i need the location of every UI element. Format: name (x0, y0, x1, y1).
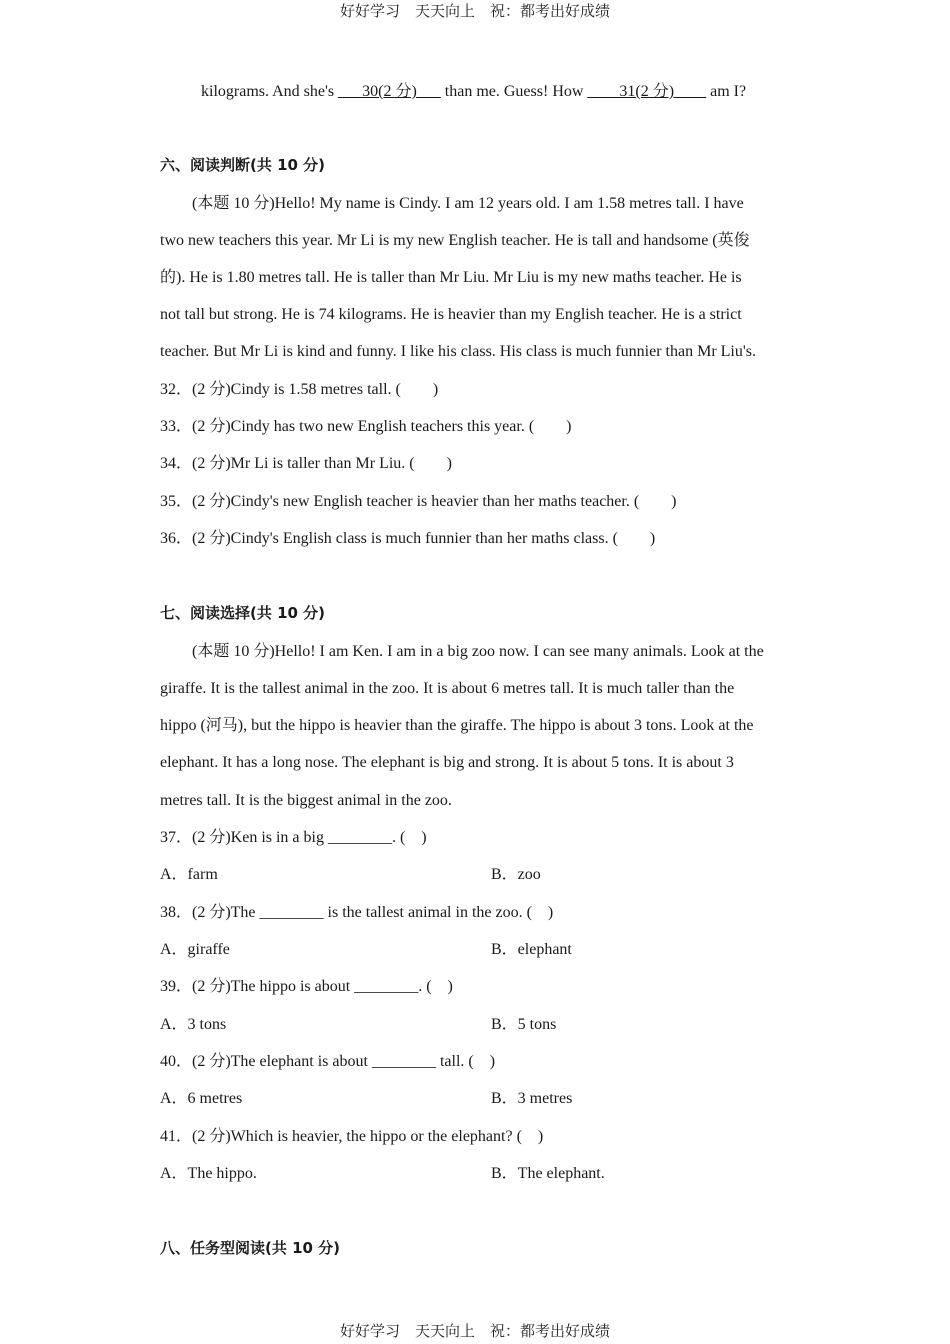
question-36: 36．(2 分)Cindy's English class is much funnier than her maths class. ( ) (160, 530, 656, 547)
passage-line: teacher. But Mr Li is kind and funny. I like his class. His class is much funnier than Mr Liu's. (160, 343, 756, 360)
passage-line: two new teachers this year. Mr Li is my new English teacher. He is tall and handsome (英俊 (160, 232, 750, 249)
continued-passage-line (201, 82, 746, 102)
option-b: B．The elephant. (491, 1165, 605, 1182)
passage-line: hippo (河马), but the hippo is heavier than the giraffe. The hippo is about 3 tons. Look at the (160, 717, 754, 734)
blank-31: ____31(2 分)____ (587, 83, 707, 100)
question-41: 41．(2 分)Which is heavier, the hippo or the elephant? ( ) (160, 1128, 544, 1145)
question-34: 34．(2 分)Mr Li is taller than Mr Liu. ( ) (160, 455, 452, 472)
option-b: B．elephant (491, 941, 572, 958)
passage-text: than me. Guess! How (440, 83, 588, 100)
passage-text: am I? (706, 83, 747, 100)
question-32: 32．(2 分)Cindy is 1.58 metres tall. ( ) (160, 381, 439, 398)
section-7-title: 七、阅读选择(共 10 分) (160, 604, 326, 622)
passage-line: not tall but strong. He is 74 kilograms. He is heavier than my English teacher. He is a strict (160, 306, 742, 323)
passage-line: metres tall. It is the biggest animal in the zoo. (160, 792, 452, 809)
option-a: A．giraffe (160, 941, 230, 958)
option-a: A．6 metres (160, 1090, 243, 1107)
option-b: B．5 tons (491, 1016, 557, 1033)
section-8-title: 八、任务型阅读(共 10 分) (160, 1239, 341, 1257)
option-a: A．farm (160, 866, 218, 883)
option-a: A．3 tons (160, 1016, 227, 1033)
page-footer: 好好学习 天天向上 祝：都考出好成绩 (339, 1322, 610, 1340)
passage-line: (本题 10 分)Hello! I am Ken. I am in a big zoo now. I can see many animals. Look at the (192, 643, 764, 660)
page-header: 好好学习 天天向上 祝：都考出好成绩 (339, 2, 610, 20)
question-38: 38．(2 分)The ________ is the tallest animal in the zoo. ( ) (160, 904, 554, 921)
passage-text: kilograms. And she's (201, 83, 339, 100)
question-33: 33．(2 分)Cindy has two new English teachers this year. ( ) (160, 418, 572, 435)
option-b: B．3 metres (491, 1090, 573, 1107)
blank-30: ___30(2 分)___ (338, 83, 441, 100)
passage-line: 的). He is 1.80 metres tall. He is taller than Mr Liu. Mr Liu is my new maths teacher. He is (160, 269, 742, 286)
section-6-title: 六、阅读判断(共 10 分) (160, 156, 326, 174)
question-35: 35．(2 分)Cindy's new English teacher is heavier than her maths teacher. ( ) (160, 493, 677, 510)
question-37: 37．(2 分)Ken is in a big ________. ( ) (160, 829, 427, 846)
question-40: 40．(2 分)The elephant is about ________ tall. ( ) (160, 1053, 496, 1070)
passage-line: giraffe. It is the tallest animal in the zoo. It is about 6 metres tall. It is much taller than the (160, 680, 735, 697)
option-a: A．The hippo. (160, 1165, 257, 1182)
option-b: B．zoo (491, 866, 541, 883)
passage-line: (本题 10 分)Hello! My name is Cindy. I am 12 years old. I am 1.58 metres tall. I have (192, 195, 744, 212)
question-39: 39．(2 分)The hippo is about ________. ( ) (160, 978, 453, 995)
passage-line: elephant. It has a long nose. The elephant is big and strong. It is about 5 tons. It is about 3 (160, 754, 734, 771)
